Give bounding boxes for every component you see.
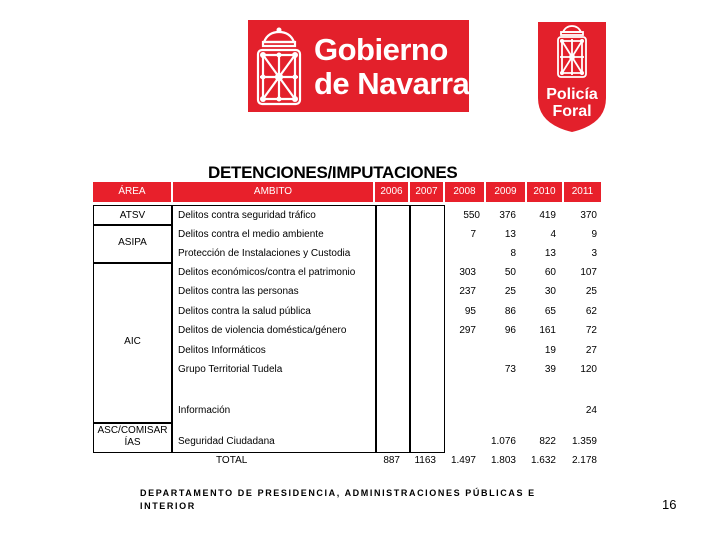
- header-year-2007: 2007: [415, 186, 438, 197]
- logo-text-line2: de Navarra: [314, 66, 470, 101]
- header-area-label: ÁREA: [118, 186, 146, 197]
- cell-value: 96: [504, 325, 516, 336]
- row-label: Delitos contra la salud pública: [178, 306, 311, 317]
- footer-department: DEPARTAMENTO DE PRESIDENCIA, ADMINISTRACIONES PÚBLICAS E INTERIOR: [140, 488, 536, 511]
- total-label: TOTAL: [216, 455, 248, 466]
- cell-value: 72: [585, 325, 597, 336]
- cell-value: 1.076: [490, 436, 516, 447]
- cell-value: 1.359: [571, 436, 597, 447]
- header-cell-2009: [486, 182, 525, 202]
- header-cell-area: [93, 182, 171, 202]
- cell-value: 370: [580, 210, 597, 221]
- row-label: Delitos de violencia doméstica/género: [178, 325, 347, 336]
- total-value: 1.497: [450, 455, 476, 466]
- header-cell-2006: [375, 182, 408, 202]
- gobierno-navarra-logo: [248, 20, 469, 112]
- cell-value: 30: [544, 286, 556, 297]
- row-label: Grupo Territorial Tudela: [178, 364, 283, 375]
- logo-text-line1: Gobierno: [314, 32, 448, 67]
- cell-value: 62: [585, 306, 597, 317]
- cell-value: 7: [470, 229, 476, 240]
- cell-value: 13: [544, 248, 556, 259]
- cell-value: 73: [504, 364, 516, 375]
- area-label-asc: ASC/COMISARÍAS: [97, 425, 168, 448]
- policia-text-line2: Foral: [552, 103, 592, 120]
- col-2006-box: [376, 205, 410, 453]
- total-value: 1.803: [490, 455, 516, 466]
- header-cell-2010: [527, 182, 562, 202]
- header-ambito-label: AMBITO: [253, 186, 293, 197]
- total-value: 1163: [414, 455, 436, 466]
- cell-value: 25: [585, 286, 597, 297]
- cell-value: 9: [591, 229, 597, 240]
- cell-value: 550: [463, 210, 480, 221]
- total-value: 1.632: [530, 455, 556, 466]
- header-year-2011: 2011: [571, 186, 594, 197]
- row-label: Información: [178, 405, 231, 416]
- area-label-asipa: ASIPA: [118, 237, 147, 248]
- navarra-coat-of-arms-icon: [254, 26, 304, 108]
- policia-text-line1: Policía: [546, 86, 598, 103]
- cell-value: 50: [504, 267, 516, 278]
- cell-value: 297: [459, 325, 476, 336]
- header-year-2006: 2006: [380, 186, 403, 197]
- cell-value: 303: [459, 267, 476, 278]
- area-label-aic: AIC: [124, 336, 141, 347]
- cell-value: 95: [464, 306, 476, 317]
- cell-value: 237: [459, 286, 476, 297]
- cell-value: 27: [585, 345, 597, 356]
- page-title: DETENCIONES/IMPUTACIONES: [208, 163, 458, 182]
- total-value: 887: [383, 455, 400, 466]
- row-label: Protección de Instalaciones y Custodia: [178, 248, 351, 259]
- cell-value: 86: [504, 306, 516, 317]
- cell-value: 107: [580, 267, 597, 278]
- header-year-2010: 2010: [533, 186, 556, 197]
- row-label: Delitos económicos/contra el patrimonio: [178, 267, 356, 278]
- header-cell-2011: [564, 182, 601, 202]
- cell-value: 161: [539, 325, 556, 336]
- header-cell-ambito: [173, 182, 373, 202]
- cell-value: 376: [499, 210, 516, 221]
- cell-value: 822: [539, 436, 556, 447]
- cell-value: 24: [585, 405, 597, 416]
- cell-value: 4: [550, 229, 556, 240]
- cell-value: 419: [539, 210, 556, 221]
- policia-foral-logo: [536, 20, 608, 134]
- row-label: Delitos contra las personas: [178, 286, 299, 297]
- cell-value: 60: [544, 267, 556, 278]
- page-number: 16: [662, 497, 677, 512]
- header-cell-2007: [410, 182, 443, 202]
- cell-value: 3: [591, 248, 597, 259]
- row-label: Seguridad Ciudadana: [178, 436, 275, 447]
- header-year-2009: 2009: [494, 186, 517, 197]
- cell-value: 19: [544, 345, 556, 356]
- cell-value: 25: [504, 286, 516, 297]
- area-label-atsv: ATSV: [119, 210, 146, 221]
- cell-value: 39: [544, 364, 556, 375]
- total-value: 2.178: [571, 455, 597, 466]
- cell-value: 65: [544, 306, 556, 317]
- header-cell-2008: [445, 182, 484, 202]
- cell-value: 8: [510, 248, 516, 259]
- header-year-2008: 2008: [453, 186, 476, 197]
- cell-value: 13: [504, 229, 516, 240]
- row-label: Delitos contra el medio ambiente: [178, 229, 324, 240]
- row-label: Delitos Informáticos: [178, 345, 266, 356]
- cell-value: 120: [580, 364, 597, 375]
- row-label: Delitos contra seguridad tráfico: [178, 210, 316, 221]
